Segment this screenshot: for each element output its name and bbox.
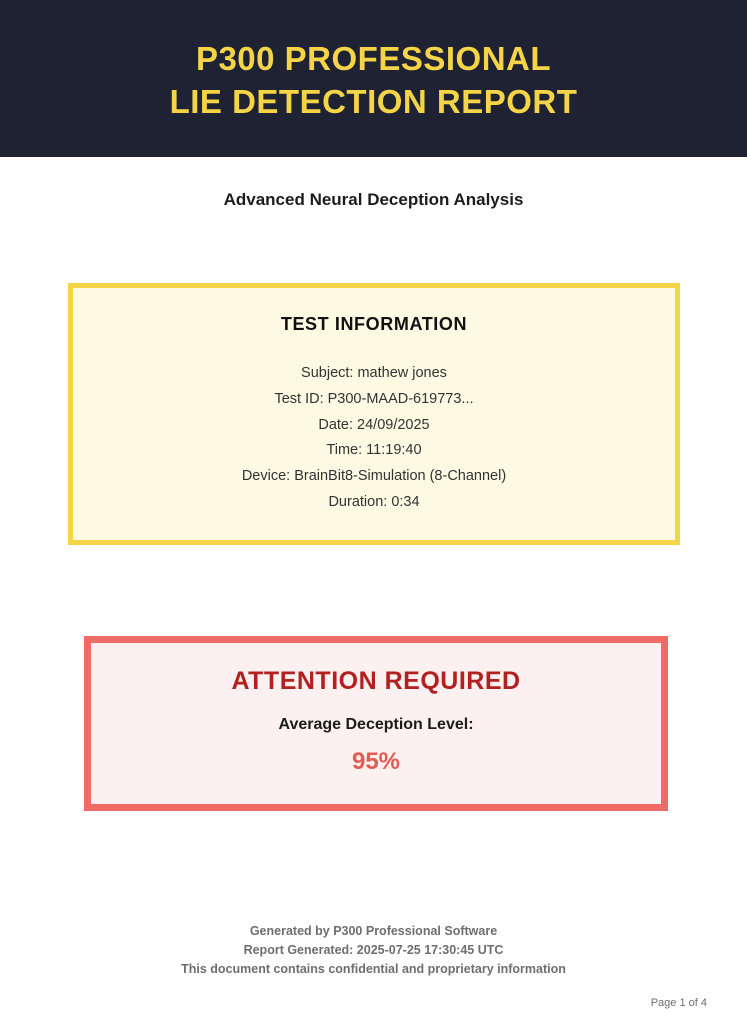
test-info-subject: Subject: mathew jones xyxy=(301,365,447,381)
test-info-test-id: Test ID: P300-MAAD-619773... xyxy=(274,390,474,407)
test-info-device: Device: BrainBit8-Simulation (8-Channel) xyxy=(241,468,507,485)
report-title-line-1: P300 PROFESSIONAL xyxy=(195,40,552,78)
attention-title: ATTENTION REQUIRED xyxy=(231,667,521,695)
report-header xyxy=(0,0,747,157)
test-information-heading: TEST INFORMATION xyxy=(280,314,468,334)
footer-generated-by: Generated by P300 Professional Software xyxy=(249,924,498,938)
test-info-time: Time: 11:19:40 xyxy=(326,442,422,459)
test-information-panel xyxy=(68,283,680,545)
footer-generated-at: Report Generated: 2025-07-25 17:30:45 UTC xyxy=(243,942,504,957)
test-info-duration: Duration: 0:34 xyxy=(328,493,420,510)
test-info-date: Date: 24/09/2025 xyxy=(318,416,430,433)
report-title-line-2: LIE DETECTION REPORT xyxy=(169,82,578,120)
report-footer xyxy=(0,922,747,978)
average-deception-label: Average Deception Level: xyxy=(278,716,474,733)
page-number: Page 1 of 4 xyxy=(650,997,707,1009)
footer-confidentiality-notice: This document contains confidential and proprietary information xyxy=(181,961,566,976)
report-subtitle: Advanced Neural Deception Analysis xyxy=(223,190,524,209)
average-deception-value: 95% xyxy=(351,748,401,775)
attention-required-panel xyxy=(84,636,668,811)
